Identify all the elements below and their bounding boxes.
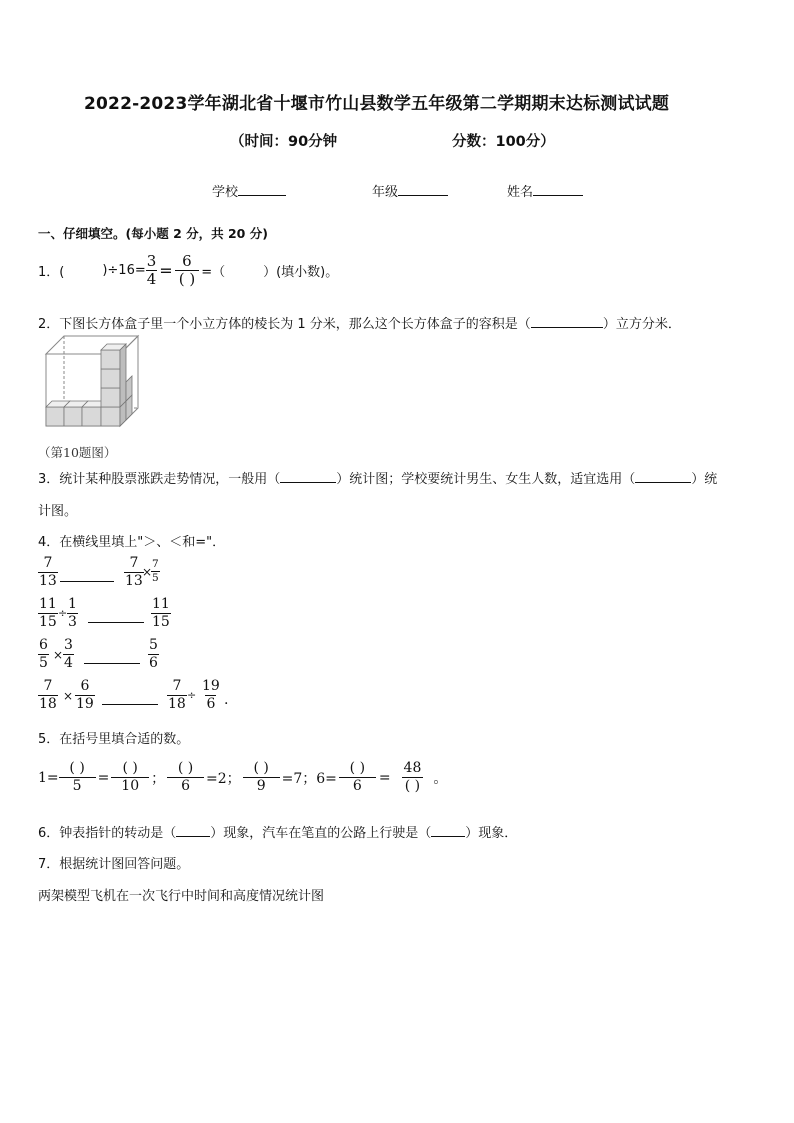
equals-2: =2； [206, 770, 241, 787]
exam-score: 分数：100分） [452, 134, 555, 150]
comparison-blank[interactable] [88, 622, 144, 623]
fraction: $\frac{11}{15}$ [152, 596, 170, 630]
q3-text-c: ）统 [691, 472, 718, 487]
q1-prefix: 1．( [38, 265, 65, 280]
fraction: $\frac{6}{5}$ [39, 637, 48, 671]
fraction: $\frac{7}{13}$ [39, 555, 57, 589]
q6-text-c: ）现象． [465, 826, 518, 841]
equals-7: =7；6= [281, 770, 337, 787]
period: . [224, 692, 229, 708]
q6-blank-2[interactable] [431, 822, 465, 837]
operator: × [63, 689, 74, 703]
fraction: $\frac{1}{3}$ [68, 596, 77, 630]
cuboid-figure [44, 334, 144, 428]
fraction: $\frac{11}{15}$ [39, 596, 57, 630]
q3-line-2: 计图。 [38, 504, 78, 519]
fraction: $\frac{5}{6}$ [149, 637, 158, 671]
question-3 [38, 468, 717, 487]
operator: ÷ [187, 689, 197, 702]
name-label: 姓名 [507, 185, 534, 200]
fraction: $\frac{3}{4}$ [64, 637, 73, 671]
q2-text: 2．下图长方体盒子里一个小立方体的棱长为 1 分米，那么这个长方体盒子的容积是（ [38, 317, 531, 332]
question-4-heading: 4．在横线里填上"＞、＜和="． [38, 535, 226, 550]
page-title: 2022-2023学年湖北省十堰市竹山县数学五年级第二学期期末达标测试试题 [84, 94, 670, 114]
fraction-blank[interactable]: $\frac{( )}{5}$ [59, 760, 96, 795]
fraction-blank[interactable]: $\frac{( )}{6}$ [339, 760, 376, 795]
fraction: $\frac{7}{18}$ [39, 678, 57, 712]
q5-one: 1= [38, 769, 59, 786]
q1-fraction-1: $\frac{3}{4}$ [146, 252, 157, 288]
q1-eq1: = [159, 261, 173, 280]
school-label: 学校 [212, 185, 239, 200]
question-7-heading: 7．根据统计图回答问题。 [38, 857, 190, 872]
question-5-heading: 5．在括号里填合适的数。 [38, 732, 190, 747]
figure-caption: （第10题图） [38, 445, 117, 460]
q6-text-b: ）现象，汽车在笔直的公路上行驶是（ [210, 826, 432, 841]
grade-label: 年级 [372, 185, 399, 200]
equals: = [378, 769, 391, 786]
q2-text-end: ）立方分米． [602, 317, 681, 332]
question-2 [38, 313, 681, 332]
comparison-blank[interactable] [84, 663, 140, 664]
question-5-equations [38, 760, 447, 795]
q2-answer-blank[interactable] [531, 313, 603, 328]
fraction-blank[interactable]: $\frac{48}{( )}$ [403, 760, 422, 794]
equals: = [97, 769, 110, 786]
exam-time: （时间：90分钟 [230, 134, 338, 150]
fraction: $\frac{7}{5}$ [152, 558, 159, 584]
q4-row-3 [38, 637, 238, 677]
q3-text-a: 3．统计某种股票涨跌走势情况，一般用（ [38, 472, 281, 487]
q1-mid: )÷16= [102, 263, 146, 278]
q1-eq2: =（ [201, 265, 226, 280]
q5-end: 。 [433, 770, 448, 787]
operator: × [53, 648, 64, 662]
name-field[interactable] [507, 181, 583, 200]
grade-field[interactable] [372, 181, 448, 200]
q3-blank-1[interactable] [280, 468, 336, 483]
operator: × [142, 565, 153, 579]
chart-title: 两架模型飞机在一次飞行中时间和高度情况统计图 [38, 889, 325, 904]
fraction-blank[interactable]: $\frac{( )}{10}$ [111, 760, 149, 795]
q3-blank-2[interactable] [635, 468, 691, 483]
section-heading: 一、仔细填空。(每小题 2 分，共 20 分) [38, 226, 268, 241]
comparison-blank[interactable] [60, 581, 114, 582]
fraction-blank[interactable]: $\frac{( )}{6}$ [167, 760, 204, 795]
question-1 [38, 253, 338, 288]
fraction: $\frac{19}{6}$ [202, 678, 220, 712]
q6-blank-1[interactable] [176, 822, 210, 837]
q1-suffix: ）(填小数)。 [263, 265, 339, 280]
fraction: $\frac{6}{19}$ [76, 678, 94, 712]
fraction-blank[interactable]: $\frac{( )}{9}$ [243, 760, 280, 795]
q6-text-a: 6．钟表指针的转动是（ [38, 826, 177, 841]
q4-row-2 [38, 596, 238, 636]
q4-row-4 [38, 678, 258, 720]
q3-text-b: ）统计图；学校要统计男生、女生人数，适宜选用（ [336, 472, 636, 487]
question-6 [38, 822, 517, 841]
q4-row-1 [38, 555, 238, 595]
comparison-blank[interactable] [102, 704, 158, 705]
q1-fraction-2[interactable]: $\frac{6}{( )}$ [175, 253, 199, 288]
fraction: $\frac{7}{13}$ [125, 555, 143, 589]
school-field[interactable] [212, 181, 286, 200]
operator: ÷ [58, 607, 68, 620]
separator: ； [151, 770, 166, 787]
fraction: $\frac{7}{18}$ [168, 678, 186, 712]
